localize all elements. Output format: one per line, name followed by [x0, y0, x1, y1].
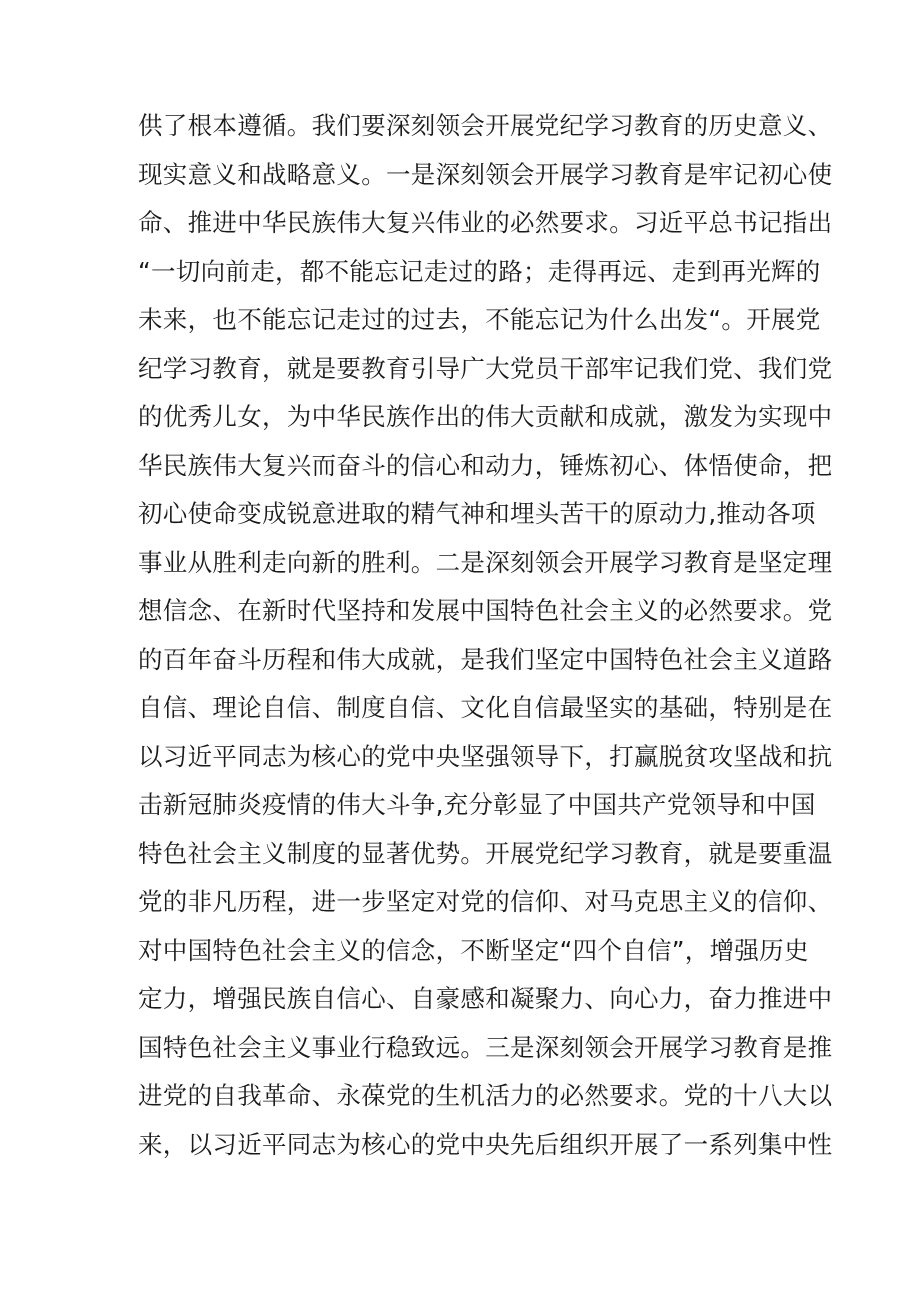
text-line: 国特色社会主义事业行稳致远。三是深刻领会开展学习教育是推 — [138, 1032, 833, 1062]
text-line: 未来，也不能忘记走过的过去，不能忘记为什么出发“。开展党 — [138, 305, 821, 334]
text-line: 命、推进中华民族伟大复兴伟业的必然要求。习近平总书记指出 — [138, 208, 833, 237]
text-line: 想信念、在新时代坚持和发展中国特色社会主义的必然要求。党 — [138, 596, 833, 625]
text-line: 自信、理论自信、制度自信、文化自信最坚实的基础，特别是在 — [138, 693, 833, 722]
text-line: “一切向前走，都不能忘记走过的路；走得再远、走到再光辉的 — [138, 256, 821, 286]
text-line: 纪学习教育，就是要教育引导广大党员干部牢记我们党、我们党 — [138, 353, 833, 383]
text-line: 初心使命变成锐意进取的精气神和埋头苦干的原动力,推动各项 — [138, 499, 816, 528]
text-line: 的百年奋斗历程和伟大成就，是我们坚定中国特色社会主义道路 — [138, 644, 833, 674]
text-line: 党的非凡历程，进一步坚定对党的信仰、对马克思主义的信仰、 — [138, 887, 833, 916]
text-line: 供了根本遵循。我们要深刻领会开展党纪学习教育的历史意义、 — [138, 111, 833, 140]
text-line: 华民族伟大复兴而奋斗的信心和动力，锤炼初心、体悟使命，把 — [138, 450, 833, 480]
text-line: 定力，增强民族自信心、自豪感和凝聚力、向心力，奋力推进中 — [138, 984, 833, 1013]
text-line: 来，以习近平同志为核心的党中央先后组织开展了一系列集中性 — [138, 1129, 833, 1159]
text-line: 对中国特色社会主义的信念，不断坚定“四个自信”，增强历史 — [138, 935, 809, 965]
body-text — [138, 102, 833, 1169]
text-line: 特色社会主义制度的显著优势。开展党纪学习教育，就是要重温 — [138, 838, 833, 868]
text-line: 进党的自我革命、永葆党的生机活力的必然要求。党的十八大以 — [138, 1081, 833, 1110]
text-line: 事业从胜利走向新的胜利。二是深刻领会开展学习教育是坚定理 — [138, 547, 833, 577]
text-line: 的优秀儿女，为中华民族作出的伟大贡献和成就，激发为实现中 — [138, 402, 833, 431]
text-line: 以习近平同志为核心的党中央坚强领导下，打赢脱贫攻坚战和抗 — [138, 741, 833, 771]
text-line: 现实意义和战略意义。一是深刻领会开展学习教育是牢记初心使 — [138, 159, 833, 189]
text-line: 击新冠肺炎疫情的伟大斗争,充分彰显了中国共产党领导和中国 — [138, 790, 816, 819]
